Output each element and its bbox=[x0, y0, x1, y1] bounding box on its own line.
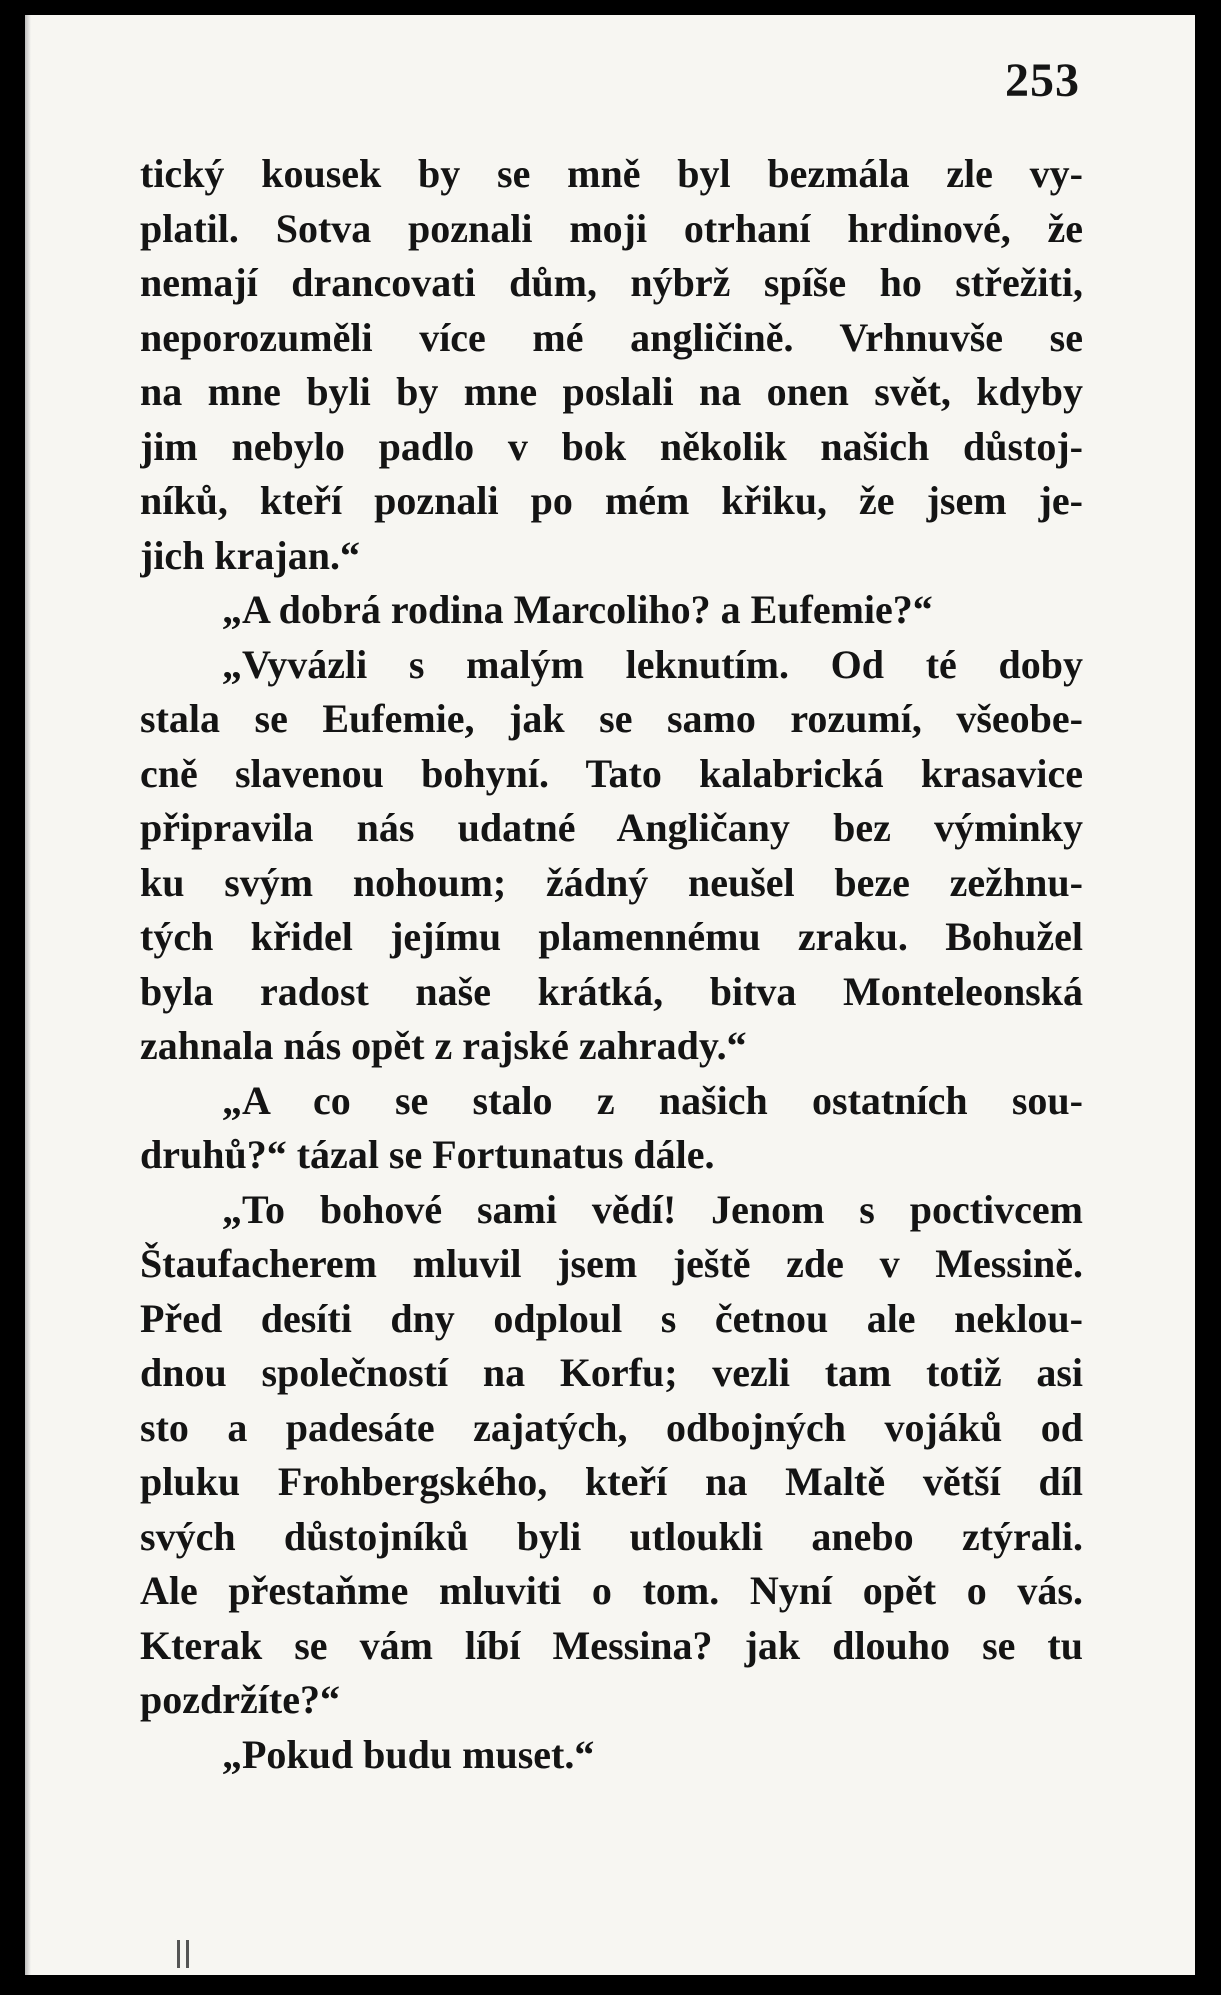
text-line: byla radost naše krátká, bitva Monteleonská bbox=[140, 968, 1083, 1014]
text-line: jim nebylo padlo v bok několik našich důstoj- bbox=[140, 423, 1083, 469]
text-line: druhů?“ tázal se Fortunatus dále. bbox=[140, 1132, 715, 1177]
text-line: nemají drancovati dům, nýbrž spíše ho střežiti, bbox=[140, 260, 1083, 305]
body-text bbox=[140, 147, 1083, 1782]
text-line: připravila nás udatné Angličany bez výminky bbox=[140, 805, 1083, 850]
text-line: Kterak se vám líbí Messina? jak dlouho se tu bbox=[140, 1622, 1083, 1668]
text-line: „Pokud budu muset.“ bbox=[222, 1731, 595, 1777]
text-line: svých důstojníků byli utloukli anebo ztýrali. bbox=[140, 1513, 1083, 1559]
text-line: Ale přestaňme mluviti o tom. Nyní opět o vás. bbox=[140, 1568, 1083, 1613]
text-line: „A co se stalo z našich ostatních sou- bbox=[222, 1077, 1083, 1123]
text-line: sto a padesáte zajatých, odbojných vojáků od bbox=[140, 1404, 1083, 1450]
text-line: neporozuměli více mé angličině. Vrhnuvše se bbox=[140, 314, 1083, 360]
text-line: cně slavenou bohyní. Tato kalabrická krasavice bbox=[140, 750, 1083, 796]
text-line: Štaufacherem mluvil jsem ještě zde v Messině. bbox=[140, 1241, 1083, 1286]
text-line: tický kousek by se mně byl bezmála zle vy- bbox=[140, 151, 1083, 196]
text-line: stala se Eufemie, jak se samo rozumí, všeobe- bbox=[140, 696, 1083, 741]
scan-artifact bbox=[177, 1940, 207, 1974]
text-line: zahnala nás opět z rajské zahrady.“ bbox=[140, 1023, 747, 1068]
text-line: pozdržíte?“ bbox=[140, 1677, 340, 1722]
text-line: na mne byli by mne poslali na onen svět, kdyby bbox=[140, 369, 1083, 414]
book-page bbox=[25, 15, 1195, 1975]
text-line: níků, kteří poznali po mém křiku, že jsem je- bbox=[140, 478, 1083, 523]
text-line: platil. Sotva poznali moji otrhaní hrdinové, že bbox=[140, 205, 1083, 251]
page-number: 253 bbox=[1005, 54, 1080, 107]
text-line: pluku Frohbergského, kteří na Maltě větší díl bbox=[140, 1459, 1083, 1504]
text-line: „To bohové sami vědí! Jenom s poctivcem bbox=[222, 1186, 1083, 1232]
text-line: „Vyvázli s malým leknutím. Od té doby bbox=[222, 641, 1083, 687]
text-line: dnou společností na Korfu; vezli tam totiž asi bbox=[140, 1350, 1083, 1395]
text-line: jich krajan.“ bbox=[140, 532, 360, 578]
text-line: tých křidel jejímu plamennému zraku. Bohužel bbox=[140, 914, 1083, 959]
text-line: ku svým nohoum; žádný neušel beze zežhnu- bbox=[140, 859, 1083, 905]
page-edge-shadow bbox=[25, 15, 31, 1975]
text-line: Před desíti dny odploul s četnou ale neklou- bbox=[140, 1295, 1083, 1341]
text-line: „A dobrá rodina Marcoliho? a Eufemie?“ bbox=[222, 587, 933, 632]
